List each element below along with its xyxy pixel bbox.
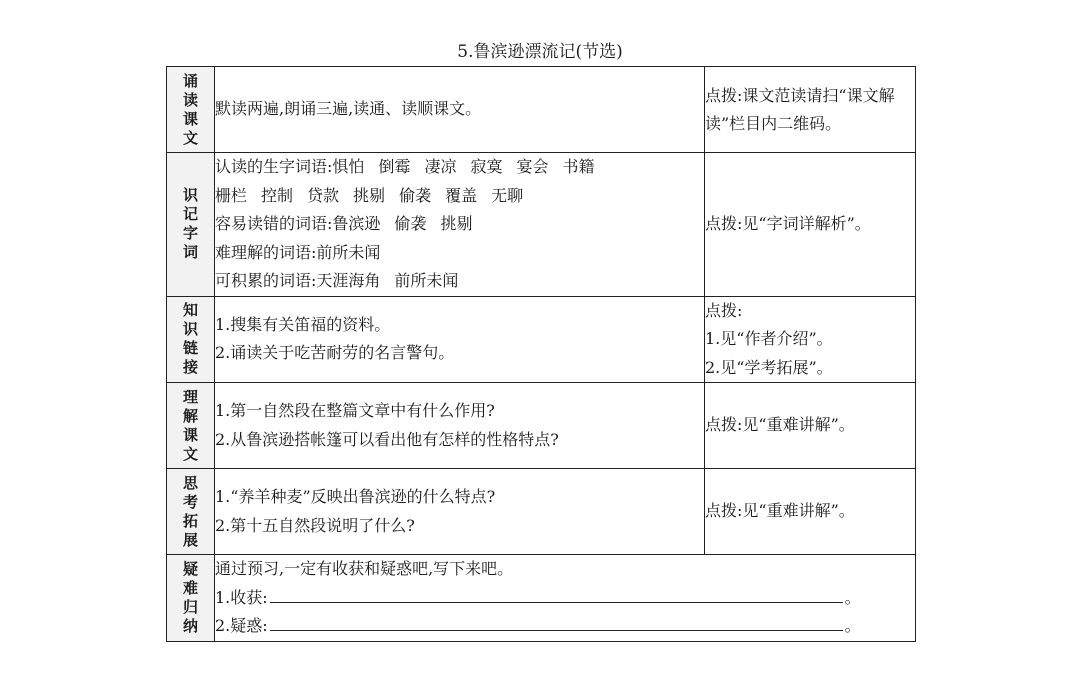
content-line: 通过预习,一定有收获和疑惑吧,写下来吧。	[215, 559, 514, 578]
content-line: 2.第十五自然段说明了什么?	[215, 515, 415, 535]
row-content	[215, 67, 705, 153]
content-line: 栅栏 控制 贷款 挑剔 偷袭 覆盖 无聊	[215, 185, 524, 205]
fill-line-doubt: 2.疑惑: 。	[215, 616, 861, 635]
tip-text: 点拨:见“重难讲解”。	[705, 415, 855, 435]
tip-text: 2.见“学考拓展”。	[705, 357, 833, 377]
row-content	[215, 153, 705, 297]
table-row	[167, 555, 916, 642]
content-line: 容易读错的词语:鲁滨逊 偷袭 挑剔	[215, 214, 473, 233]
row-content	[215, 383, 705, 469]
tip-cell	[705, 153, 916, 297]
content-line: 1.搜集有关笛福的资料。	[215, 314, 391, 334]
answer-blank[interactable]	[270, 586, 843, 603]
content-line: 2.诵读关于吃苦耐劳的名言警句。	[215, 343, 455, 363]
row-content	[215, 555, 916, 642]
content-line: 1.第一自然段在整篇文章中有什么作用?	[215, 401, 495, 420]
tip-text: 1.见“作者介绍”。	[705, 329, 833, 348]
tip-text: 点拨:课文范读请扫“课文解读”栏目内二维码。	[705, 85, 895, 133]
answer-blank[interactable]	[270, 614, 843, 631]
row-content	[215, 296, 705, 383]
table-row	[167, 67, 916, 153]
section-label: 疑难归纳	[167, 555, 215, 642]
tip-cell	[705, 296, 916, 383]
content-line: 难理解的词语:前所未闻	[215, 242, 381, 262]
table-row	[167, 296, 916, 383]
content-line: 默读两遍,朗诵三遍,读通、读顺课文。	[215, 99, 482, 119]
tip-cell	[705, 469, 916, 555]
content-line: 认读的生字词语:惧怕 倒霉 凄凉 寂寞 宴会 书籍	[215, 157, 595, 176]
tip-text: 点拨:见“重难讲解”。	[705, 501, 855, 521]
content-line: 2.从鲁滨逊搭帐篷可以看出他有怎样的性格特点?	[215, 429, 559, 449]
section-label: 知识链接	[167, 296, 215, 383]
row-content	[215, 469, 705, 555]
fill-line-gain: 1.收获: 。	[215, 587, 861, 607]
section-label: 思考拓展	[167, 469, 215, 555]
content-line: 1.“养羊种麦”反映出鲁滨逊的什么特点?	[215, 487, 496, 506]
preview-table	[166, 66, 916, 642]
table-row	[167, 153, 916, 297]
tip-cell	[705, 383, 916, 469]
tip-text: 点拨:	[705, 300, 743, 320]
section-label: 诵读课文	[167, 67, 215, 153]
page-title: 5.鲁滨逊漂流记(节选)	[457, 42, 623, 62]
section-label: 识记字词	[167, 153, 215, 297]
table-row	[167, 469, 916, 555]
tip-text: 点拨:见“字词详解析”。	[705, 214, 871, 233]
tip-cell	[705, 67, 916, 153]
content-line: 可积累的词语:天涯海角 前所未闻	[215, 271, 459, 290]
section-label: 理解课文	[167, 383, 215, 469]
table-row	[167, 383, 916, 469]
